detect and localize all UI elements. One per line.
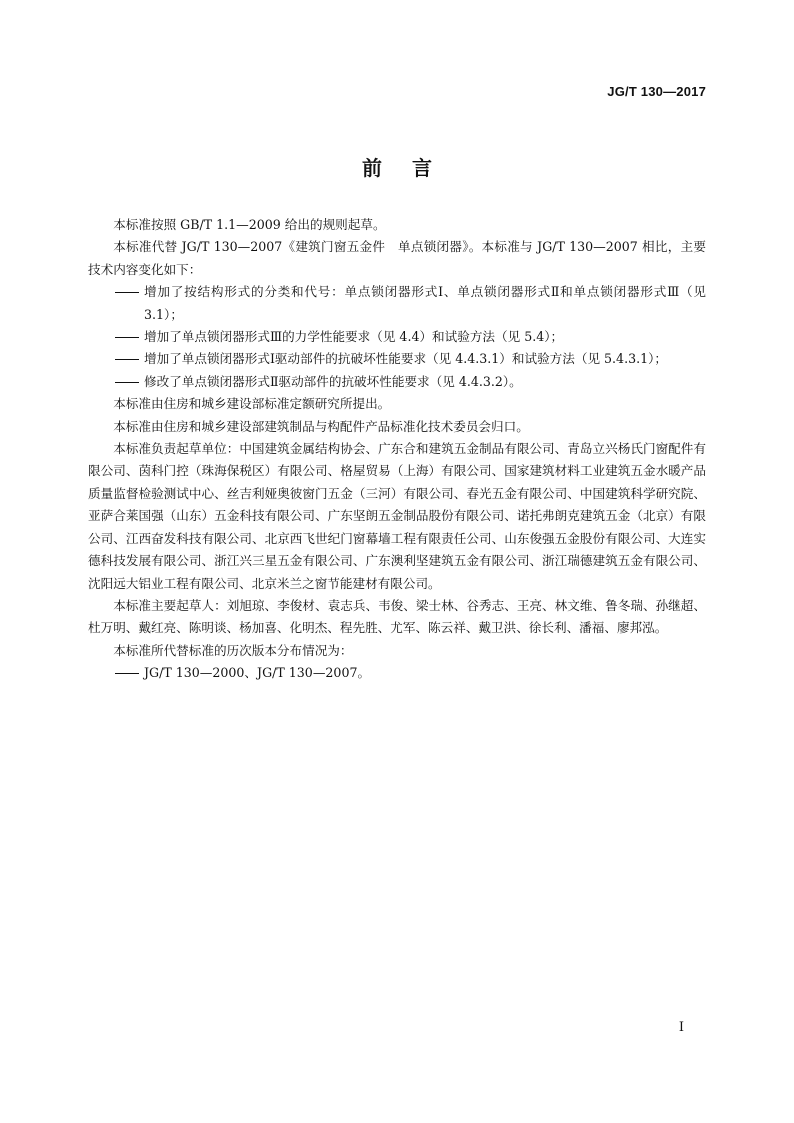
paragraph-committee: 本标准由住房和城乡建设部建筑制品与构配件产品标准化技术委员会归口。 bbox=[113, 418, 529, 434]
dash-mark bbox=[115, 382, 139, 383]
dash-mark bbox=[115, 673, 139, 674]
paragraph-drafting-rules: 本标准按照 GB/T 1.1—2009 给出的规则起草。 bbox=[113, 217, 386, 232]
change-item-text: 增加了单点锁闭器形式Ⅰ驱动部件的抗破坏性能要求（见 4.4.3.1）和试验方法（见 5.4.3.1）； bbox=[144, 351, 667, 367]
history-item-text: JG/T 130—2000、JG/T 130—2007。 bbox=[144, 665, 371, 681]
preface-content bbox=[88, 214, 706, 685]
history-item bbox=[88, 662, 706, 684]
dash-mark bbox=[115, 292, 139, 293]
paragraph-drafting-units: 本标准负责起草单位：中国建筑金属结构协会、广东合和建筑五金制品有限公司、青岛立兴杨氏门窗配件有限公司、茵科门控（珠海保税区）有限公司、格屋贸易（上海）有限公司、国家建筑材料工业建筑五金水暖产品质量监督检验测试中心、丝吉利娅奥彼窗门五金（三河）有限公司、春光五金有限公司、中国建筑科学研究院、亚萨合莱国强（山东）五金科技有限公司、广东坚朗五金制品股份有限公司、诺托弗朗克建筑五金（北京）有限公司、江西奋发科技有限公司、北京西飞世纪门窗幕墙工程有限责任公司、山东俊强五金股份有限公司、大连实德科技发展有限公司、浙江兴三星五金有限公司、广东澳利坚建筑五金有限公司、浙江瑞德建筑五金有限公司、沈阳远大铝业工程有限公司、北京米兰之窗节能建材有限公司。 bbox=[88, 441, 706, 591]
change-item-text: 增加了按结构形式的分类和代号：单点锁闭器形式Ⅰ、单点锁闭器形式Ⅱ和单点锁闭器形式Ⅲ（见 3.1）； bbox=[144, 284, 706, 322]
page-title: 前言 bbox=[362, 156, 462, 180]
document-code: JG/T 130—2017 bbox=[607, 84, 706, 99]
change-item-text: 增加了单点锁闭器形式Ⅲ的力学性能要求（见 4.4）和试验方法（见 5.4）； bbox=[144, 329, 564, 345]
dash-mark bbox=[115, 337, 139, 338]
change-item bbox=[88, 348, 706, 370]
change-item bbox=[88, 371, 706, 393]
paragraph-history-intro: 本标准所代替标准的历次版本分布情况为： bbox=[113, 642, 353, 658]
change-item-text: 修改了单点锁闭器形式Ⅱ驱动部件的抗破坏性能要求（见 4.4.3.2）。 bbox=[144, 373, 522, 389]
paragraph-drafters: 本标准主要起草人：刘旭琼、李俊材、袁志兵、韦俊、梁士林、谷秀志、王亮、林文维、鲁冬瑞、孙继超、杜万明、戴红亮、陈明谈、杨加喜、化明杰、程先胜、尤军、陈云祥、戴卫洪、徐长利、潘福、廖邦泓。 bbox=[88, 597, 706, 636]
paragraph-proposer: 本标准由住房和城乡建设部标准定额研究所提出。 bbox=[113, 396, 391, 412]
change-item bbox=[88, 281, 706, 326]
page-number: I bbox=[678, 1020, 684, 1035]
change-item bbox=[88, 326, 706, 348]
paragraph-replacement: 本标准代替 JG/T 130—2007《建筑门窗五金件 单点锁闭器》。本标准与 JG/T 130—2007 相比，主要技术内容变化如下： bbox=[88, 239, 706, 277]
dash-mark bbox=[115, 359, 139, 360]
